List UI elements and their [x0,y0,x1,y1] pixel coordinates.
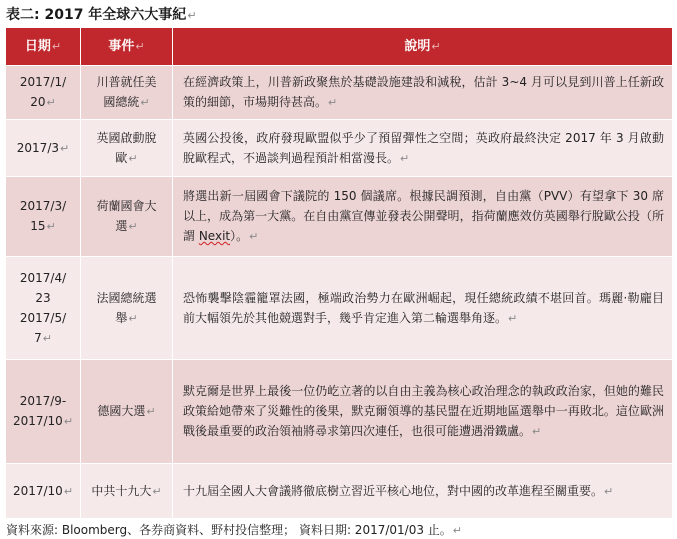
date-cell: 2017/10↵ [6,464,81,519]
date-cell: 2017/3↵ [6,120,81,177]
event-cell: 法國總統選 舉↵ [81,257,173,360]
paragraph-mark-icon: ↵ [187,9,197,22]
description-cell: 在經濟政策上，川普新政聚焦於基礎設施建設和減稅，估計 3~4 月可以見到川普上任新政策的細節，市場期待甚高。↵ [173,66,673,120]
table-row [6,257,673,360]
table-header-row [6,28,673,66]
table-row [6,464,673,519]
table-title-text: 表二: 2017 年全球六大事紀 [6,7,187,23]
header-date: 日期↵ [6,28,81,66]
table-row [6,360,673,464]
header-description: 說明↵ [173,28,673,66]
date-cell: 2017/9- 2017/10↵ [6,360,81,464]
event-cell: 中共十九大↵ [81,464,173,519]
description-cell: 默克爾是世界上最後一位仍屹立著的以自由主義為核心政治理念的執政政治家，但她的難民政策給她帶來了災難性的後果，默克爾領導的基民盟在近期地區選舉中一再敗北。這位歐洲戰後最重要的政治領袖將尋求第四次連任，也很可能遭遇滑鐵盧。↵ [173,360,673,464]
event-cell: 德國大選↵ [81,360,173,464]
source-footnote: 資料來源: Bloomberg、各券商資料、野村投信整理； 資料日期: 2017/01/03 止。↵ [6,523,463,537]
event-cell: 荷蘭國會大 選↵ [81,177,173,257]
date-cell: 2017/4/ 23 2017/5/ 7↵ [6,257,81,360]
description-cell: 恐怖襲擊陰霾籠罩法國，極端政治勢力在歐洲崛起，現任總統政績不堪回首。瑪麗·勒龐目前大幅領先於其他競選對手，幾乎肯定進入第二輪選舉角逐。↵ [173,257,673,360]
table-row [6,66,673,120]
table-row [6,177,673,257]
description-cell: 十九屆全國人大會議將徹底樹立習近平核心地位，對中國的改革進程至關重要。↵ [173,464,673,519]
date-cell: 2017/1/ 20↵ [6,66,81,120]
header-event: 事件↵ [81,28,173,66]
description-cell: 英國公投後，政府發現歐盟似乎少了預留彈性之空間；英政府最終決定 2017 年 3 月啟動脫歐程式，不過談判過程預計相當漫長。↵ [173,120,673,177]
event-cell: 川普就任美 國總統↵ [81,66,173,120]
spellcheck-underlined-term: Nexit [198,229,231,243]
table-row [6,120,673,177]
events-table [5,27,673,519]
table-title [6,4,197,24]
date-cell: 2017/3/ 15↵ [6,177,81,257]
description-cell: 將選出新一屆國會下議院的 150 個議席。根據民調預測，自由黨（PVV）有望拿下 30 席以上，成為第一大黨。在自由黨宣傳並發表公開聲明，指荷蘭應效仿英國舉行脫歐公投（所謂 Nexit）。↵ [173,177,673,257]
event-cell: 英國啟動脫 歐↵ [81,120,173,177]
